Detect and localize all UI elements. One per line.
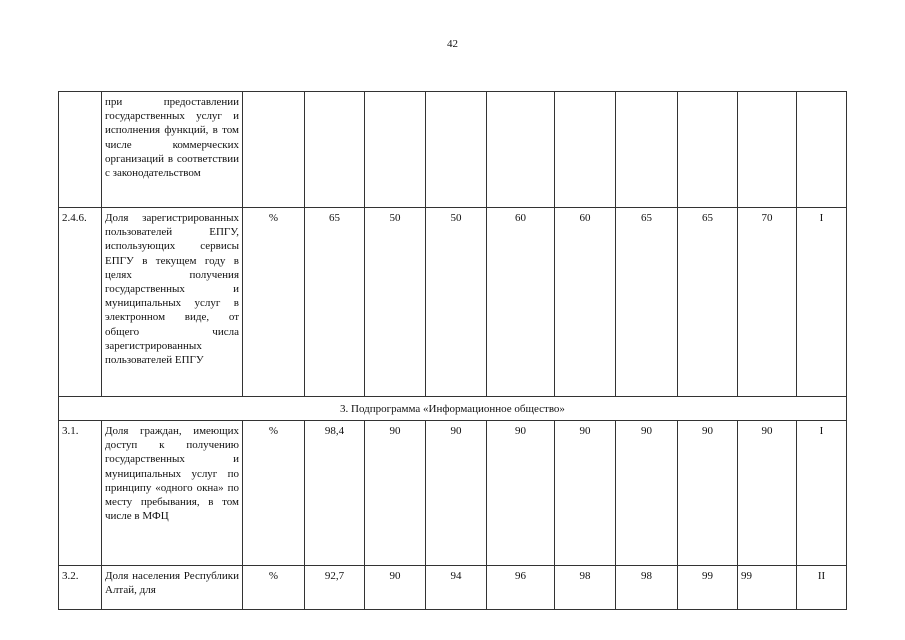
value-cell <box>678 92 738 208</box>
value-cell: 96 <box>487 566 555 610</box>
table-row <box>59 92 847 208</box>
value-cell: 98,4 <box>305 421 365 566</box>
value-cell: 90 <box>365 566 426 610</box>
value-cell: 92,7 <box>305 566 365 610</box>
value-cell <box>487 92 555 208</box>
indicator-name: Доля граждан, имеющих доступ к получению государственных и муниципальных услуг по принципу «одного окна» по месту пребывания, в том числе в МФЦ <box>102 421 243 566</box>
indicator-type <box>797 92 847 208</box>
value-cell: 99 <box>678 566 738 610</box>
value-cell: 90 <box>738 421 797 566</box>
value-cell: 50 <box>365 208 426 397</box>
value-cell: 90 <box>426 421 487 566</box>
value-cell: 65 <box>678 208 738 397</box>
indicator-type: I <box>797 421 847 566</box>
indicator-type: I <box>797 208 847 397</box>
row-number: 2.4.6. <box>59 208 102 397</box>
value-cell: 60 <box>487 208 555 397</box>
value-cell: 94 <box>426 566 487 610</box>
value-cell <box>616 92 678 208</box>
indicators-table <box>58 91 847 610</box>
value-cell <box>426 92 487 208</box>
indicator-name: Доля зарегистрированных пользователей ЕПГУ, использующих сервисы ЕПГУ в текущем году в целях получения государственных и муниципальных услуг в электронном виде, от общего числа зарегистрированных пользователей ЕПГУ <box>102 208 243 397</box>
value-cell: 50 <box>426 208 487 397</box>
indicator-type: II <box>797 566 847 610</box>
page-number: 42 <box>447 38 458 50</box>
unit-cell <box>243 92 305 208</box>
row-number: 3.1. <box>59 421 102 566</box>
value-cell: 90 <box>365 421 426 566</box>
unit-cell: % <box>243 566 305 610</box>
section-row <box>59 397 847 421</box>
value-cell <box>738 92 797 208</box>
value-cell: 65 <box>616 208 678 397</box>
table-row <box>59 421 847 566</box>
table-row <box>59 566 847 610</box>
value-cell: 98 <box>616 566 678 610</box>
section-title: 3. Подпрограмма «Информационное общество» <box>59 397 847 421</box>
table-row <box>59 208 847 397</box>
indicator-name: при предоставлении государственных услуг и исполнения функций, в том числе коммерческих организаций в соответствии с законодательством <box>102 92 243 208</box>
value-cell: 90 <box>487 421 555 566</box>
value-cell: 65 <box>305 208 365 397</box>
value-cell <box>305 92 365 208</box>
value-cell <box>365 92 426 208</box>
value-cell: 99 <box>738 566 797 610</box>
unit-cell: % <box>243 421 305 566</box>
value-cell: 70 <box>738 208 797 397</box>
row-number: 3.2. <box>59 566 102 610</box>
value-cell: 90 <box>555 421 616 566</box>
value-cell: 60 <box>555 208 616 397</box>
value-cell: 90 <box>678 421 738 566</box>
value-cell <box>555 92 616 208</box>
value-cell: 90 <box>616 421 678 566</box>
value-cell: 98 <box>555 566 616 610</box>
unit-cell: % <box>243 208 305 397</box>
indicator-name: Доля населения Республики Алтай, для <box>102 566 243 610</box>
row-number <box>59 92 102 208</box>
